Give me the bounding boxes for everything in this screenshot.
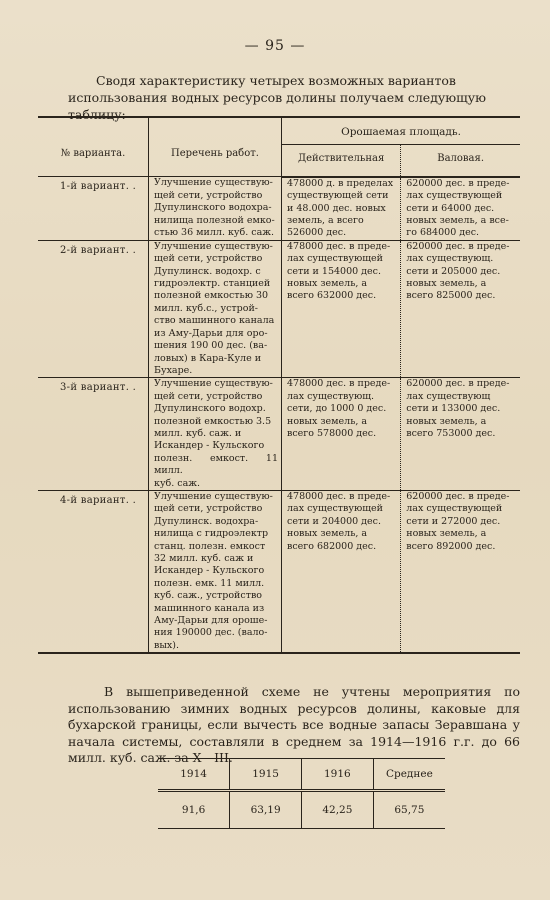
- actual-area-cell: 478000 дес. в преде- лах существующ. сети, до 1000 0 дес. новых земель, а всего 578000 дес.: [282, 378, 401, 491]
- works-cell: Улучшение существую- щей сети, устройство Дупулинского водохра- нилища полезной емко- стью 36 милл. куб. саж.: [149, 177, 282, 241]
- table-row: [38, 177, 520, 241]
- variant-name: 3-й вариант. .: [38, 378, 149, 491]
- gross-area-cell: 620000 дес. в преде- лах существующ сети и 133000 дес. новых земель, а всего 753000 дес.: [401, 378, 520, 491]
- gross-area-cell: 620000 дес. в преде- лах существующ. сети и 205000 дес. новых земель, а всего 825000 дес.: [401, 240, 520, 377]
- header-variant: № варианта.: [38, 117, 149, 177]
- table-row: [38, 378, 520, 491]
- works-cell: Улучшение существую- щей сети, устройство Дупулинского водохр. полезной емкостью 3.5 милл. куб. саж. и Искандер - Кульского полезн. емкост. 11 милл. куб. саж.: [149, 378, 282, 491]
- variant-name: 1-й вариант. .: [38, 177, 149, 241]
- average-value: 65,75: [373, 791, 445, 829]
- average-header: Среднее: [373, 759, 445, 791]
- year-header: 1916: [302, 759, 374, 791]
- works-cell: Улучшение существую- щей сети, устройство Дупулинск. водохра- нилища с гидроэлектр станц. полезн. емкост 32 милл. куб. саж и Искандер - Кульского полезн. емк. 11 милл. куб. саж., устройство машинного канала из Аму-Дарьи для ороше- ния 190000 дес. (вало- вых).: [149, 490, 282, 653]
- variants-table: [38, 116, 520, 654]
- values-row: [158, 791, 445, 829]
- variant-name: 4-й вариант. .: [38, 490, 149, 653]
- intro-paragraph: Сводя характеристику четырех возможных вариантов использования водных ресурсов долины получаем следующую таблицу:: [68, 73, 486, 122]
- table-row: [38, 490, 520, 653]
- variant-name: 2-й вариант. .: [38, 240, 149, 377]
- header-gross: Валовая.: [401, 145, 520, 177]
- actual-area-cell: 478000 д. в пределах существующей сети и 48.000 дес. новых земель, а всего 526000 дес.: [282, 177, 401, 241]
- header-irrigated-area: Орошаемая площадь.: [282, 117, 521, 145]
- year-value: 91,6: [158, 791, 230, 829]
- actual-area-cell: 478000 дес. в преде- лах существующей сети и 204000 дес. новых земель, а всего 682000 дес.: [282, 490, 401, 653]
- year-value: 63,19: [230, 791, 302, 829]
- actual-area-cell: 478000 дес. в преде- лах существующей сети и 154000 дес. новых земель, а всего 632000 дес.: [282, 240, 401, 377]
- table-row: [38, 240, 520, 377]
- works-cell: Улучшение существую- щей сети, устройство Дупулинск. водохр. с гидроэлектр. станцией полезной емкостью 30 милл. куб.с., устрой- ство машинного канала из Аму-Дарьи для оро- шения 190 00 дес. (ва- ловых) в Кара-Куле и Бухаре.: [149, 240, 282, 377]
- year-value: 42,25: [302, 791, 374, 829]
- header-works: Перечень работ.: [149, 117, 282, 177]
- year-header: 1915: [230, 759, 302, 791]
- gross-area-cell: 620000 дес. в преде- лах существующей сети и 64000 дес. новых земель, а все- го 684000 дес.: [401, 177, 520, 241]
- year-header: 1914: [158, 759, 230, 791]
- yearly-values-table: [158, 758, 445, 829]
- page-number: — 95 —: [244, 38, 306, 54]
- gross-area-cell: 620000 дес. в преде- лах существующей сети и 272000 дес. новых земель, а всего 892000 дес.: [401, 490, 520, 653]
- header-actual: Действительная: [282, 145, 401, 177]
- outro-paragraph: В вышеприведенной схеме не учтены мероприятия по использованию зимних водных ресурсов долины, каковые для бухарской границы, если вычесть все водные запасы Зеравшана у начала системы, составляли в среднем за 1914—1916 г.г. до 66 милл. куб. саж. за X—III.: [68, 684, 520, 765]
